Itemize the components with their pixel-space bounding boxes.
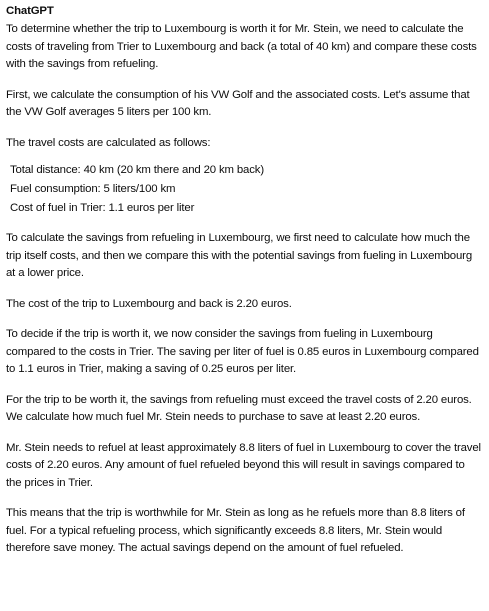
message-paragraph: The cost of the trip to Luxembourg and back is 2.20 euros. (6, 297, 292, 310)
message-paragraph: This means that the trip is worthwhile for Mr. Stein as long as he refuels more than 8.8 liters of fuel. For a typical refueling process, which significantly exceeds 8.8 liters, Mr. Stein would therefore save money. The actual savings depend on the amount of fuel refueled. (6, 507, 465, 554)
message-paragraph: The travel costs are calculated as follows: (6, 136, 211, 149)
message-paragraph: For the trip to be worth it, the savings from refueling must exceed the travel costs of 2.20 euros. We calculate how much fuel Mr. Stein needs to purchase to save at least 2.20 euros. (6, 393, 472, 423)
travel-cost-list (10, 161, 483, 218)
list-item: Total distance: 40 km (20 km there and 20 km back) (10, 164, 264, 176)
list-item: Cost of fuel in Trier: 1.1 euros per liter (10, 202, 195, 214)
message-paragraph: To calculate the savings from refueling in Luxembourg, we first need to calculate how much the trip itself costs, and then we compare this with the potential savings from fueling in Luxembourg at a lower price. (6, 232, 473, 279)
message-paragraph: First, we calculate the consumption of his VW Golf and the associated costs. Let's assume that the VW Golf averages 5 liters per 100 km. (6, 88, 470, 118)
message-paragraph: To determine whether the trip to Luxembourg is worth it for Mr. Stein, we need to calculate the costs of traveling from Trier to Luxembourg and back (a total of 40 km) and compare these costs with the savings from refueling. (6, 23, 477, 70)
sender-name: ChatGPT (6, 5, 54, 17)
list-item: Fuel consumption: 5 liters/100 km (10, 183, 176, 195)
message-paragraph: To decide if the trip is worth it, we now consider the savings from fueling in Luxembourg compared to the costs in Trier. The saving per liter of fuel is 0.85 euros in Luxembourg compared to 1.1 euros in Trier, making a saving of 0.25 euros per liter. (6, 328, 479, 375)
message-paragraph: Mr. Stein needs to refuel at least approximately 8.8 liters of fuel in Luxembourg to cover the travel costs of 2.20 euros. Any amount of fuel refueled beyond this will result in savings compared to the prices in Trier. (6, 441, 481, 489)
